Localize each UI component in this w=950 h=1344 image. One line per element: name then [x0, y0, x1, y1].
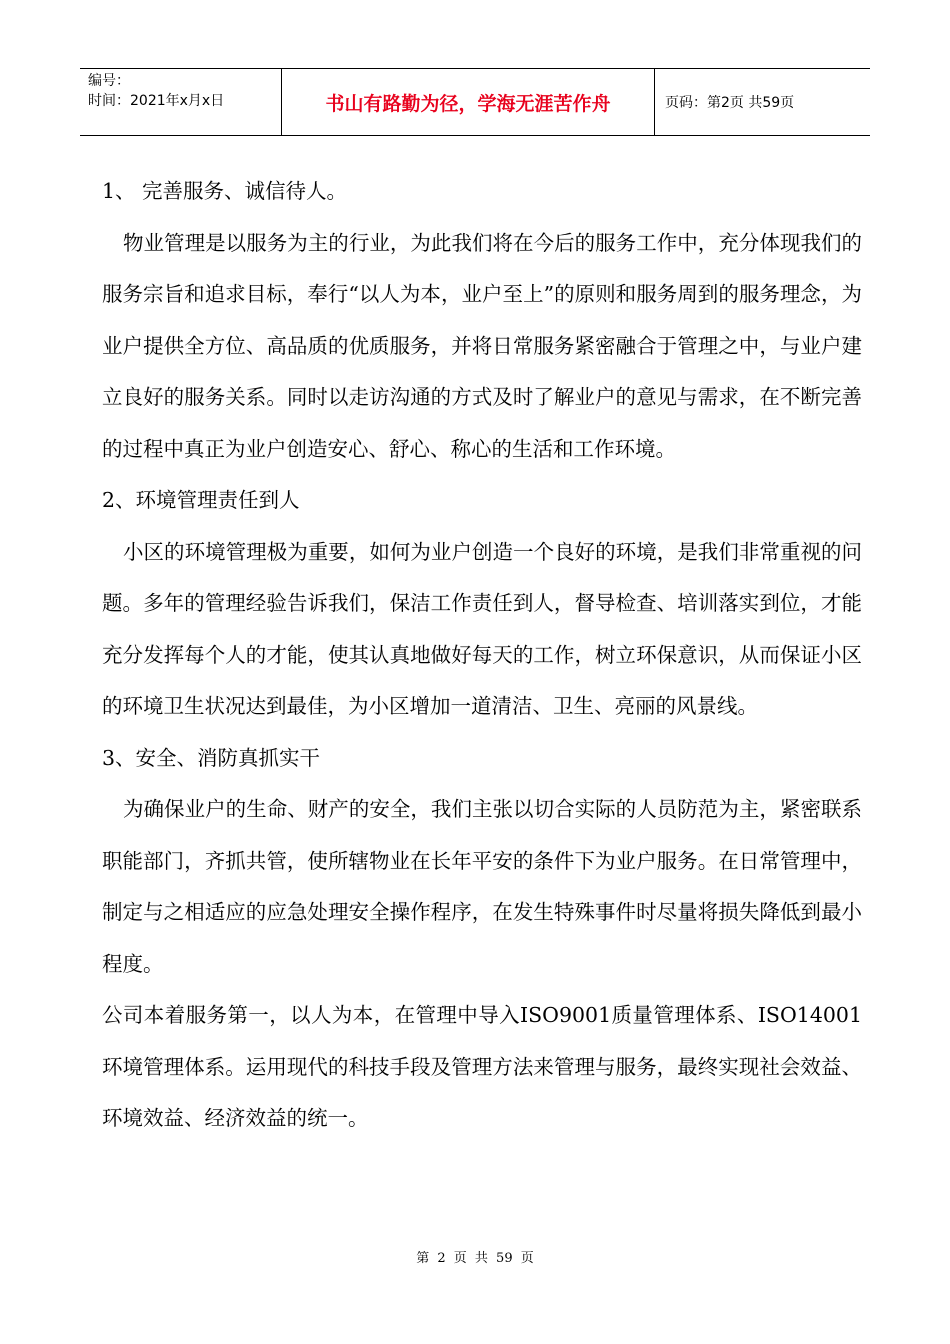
section-heading: 1、 完善服务、诚信待人。 — [102, 179, 348, 203]
section-paragraph: 小区的环境管理极为重要，如何为业户创造一个良好的环境，是我们非常重视的问题。多年的管理经验告诉我们，保洁工作责任到人，督导检查、培训落实到位，才能充分发挥每个人的才能，使其认真地做好每天的工作，树立环保意识，从而保证小区的环境卫生状况达到最佳，为小区增加一道清洁、卫生、亮丽的风景线。 — [102, 539, 862, 718]
header-motto: 书山有路勤为径，学海无涯苦作舟 — [282, 69, 655, 135]
section-heading: 3、安全、消防真抓实干 — [102, 745, 321, 770]
page-footer: 第 2 页 共 59 页 — [416, 1251, 534, 1266]
document-date-label: 时间：2021年x月x日 — [88, 93, 225, 109]
closing-paragraph: 公司本着服务第一，以人为本，在管理中导入ISO9001质量管理体系、ISO14001环境管理体系。运用现代的科技手段及管理方法来管理与服务，最终实现社会效益、环境效益、经济效益的统一。 — [102, 1003, 862, 1130]
section-heading: 2、环境管理责任到人 — [102, 488, 300, 512]
header-page-number: 页码：第2页 共59页 — [665, 95, 795, 111]
document-body — [102, 166, 862, 1145]
section-paragraph: 为确保业户的生命、财产的安全，我们主张以切合实际的人员防范为主，紧密联系职能部门，齐抓共管，使所辖物业在长年平安的条件下为业户服务。在日常管理中，制定与之相适应的应急处理安全操作程序，在发生特殊事件时尽量将损失降低到最小程度。 — [102, 797, 862, 976]
page-header — [80, 68, 870, 136]
header-meta-cell — [80, 69, 282, 135]
section-paragraph: 物业管理是以服务为主的行业，为此我们将在今后的服务工作中，充分体现我们的服务宗旨和追求目标，奉行“以人为本，业户至上”的原则和服务周到的服务理念，为业户提供全方位、高品质的优质服务，并将日常服务紧密融合于管理之中，与业户建立良好的服务关系。同时以走访沟通的方式及时了解业户的意见与需求，在不断完善的过程中真正为业户创造安心、舒心、称心的生活和工作环境。 — [102, 230, 862, 461]
document-number-label: 编号： — [88, 73, 130, 89]
